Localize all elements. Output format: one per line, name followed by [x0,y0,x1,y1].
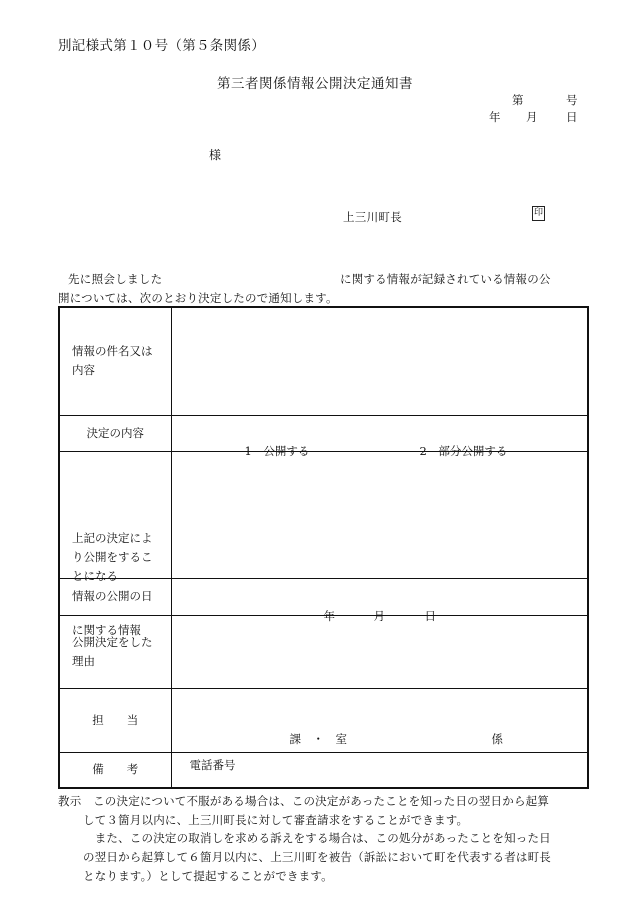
seal-mark: 印 [532,206,545,221]
date-month: 月 [526,110,538,124]
field-reason[interactable] [171,615,588,688]
doc-number-go: 号 [566,93,578,107]
label-reason-line2: 理由 [72,653,95,668]
intro-text-part2: に関する情報が記録されている情報の公 [340,272,551,286]
notice-line1: 教示 この決定について不服がある場合は、この決定があったことを知った日の翌日から起算 [58,794,550,808]
field-subject[interactable] [171,307,588,415]
row-disclosed-info [59,451,588,578]
option-partial-disclose[interactable]: 2 部分公開する [419,444,508,458]
contact-phone-label: 電話番号 [189,758,236,772]
label-disclosed-line3: とになる [72,568,118,583]
notice-line4: の翌日から起算して６箇月以内に、上三川町を被告（訴訟において町を代表する者は町長 [83,850,551,864]
date-day: 日 [566,110,578,124]
contact-unit: 係 [491,732,503,746]
disclosure-day: 日 [424,608,436,623]
recipient-suffix: 様 [209,148,222,162]
form-reference: 別記様式第１０号（第５条関係） [58,38,265,54]
label-disclosed-line4: に関する情報 [72,622,141,637]
label-subject-line1: 情報の件名又は [72,344,153,359]
label-reason-line1: 公開決定をした [72,634,153,649]
notice-line5: となります。）として提起することができます。 [83,869,333,883]
label-subject-line2: 内容 [72,363,95,378]
label-decision: 決定の内容 [59,415,171,451]
disclosure-month: 月 [373,608,385,623]
intro-text-part1: 先に照会しました [68,272,163,286]
field-disclosure-date[interactable] [171,578,588,623]
label-remarks: 備 考 [59,752,171,788]
notice-line2: して３箇月以内に、上三川町長に対して審査請求をすることができます。 [83,813,469,827]
label-disclosed-line2: り公開をするこ [72,549,153,564]
row-contact [59,688,588,752]
disclosure-year: 年 [323,608,335,623]
label-disclosed-line1: 上記の決定によ [72,530,153,545]
row-decision [59,415,588,451]
field-disclosed-info[interactable] [171,451,588,578]
field-contact[interactable] [171,688,588,772]
date-year: 年 [489,110,501,124]
notice-line3: また、この決定の取消しを求める訴えをする場合は、この処分があったことを知った日 [83,831,551,845]
option-disclose[interactable]: 1 公開する [244,444,310,458]
field-decision [171,415,588,458]
label-disclosure-date: 情報の公開の日 [59,578,171,615]
decision-form-table [58,306,589,789]
row-remarks [59,752,588,788]
contact-section: 課 ・ 室 [289,732,347,746]
row-subject [59,307,588,415]
label-contact: 担 当 [59,688,171,752]
doc-number-dai: 第 [512,93,524,107]
issuer-name: 上三川町長 [343,210,402,224]
document-title: 第三者関係情報公開決定通知書 [217,76,413,92]
intro-text-part3: 開については、次のとおり決定したので通知します。 [58,291,338,305]
label-subject [59,307,171,415]
